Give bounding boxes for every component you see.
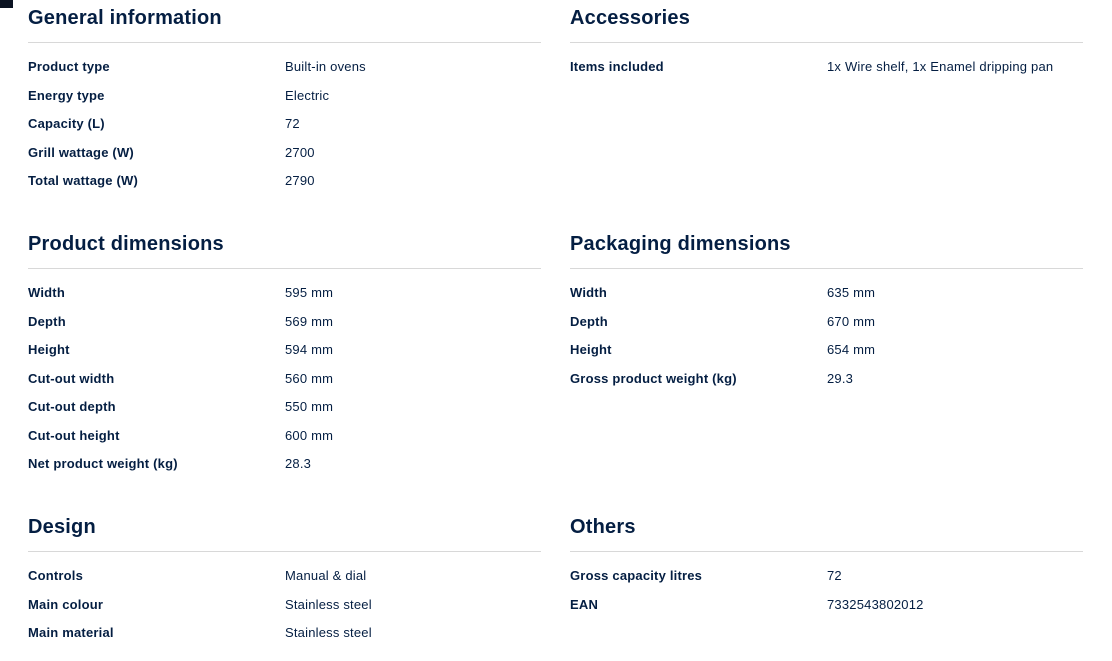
spec-value: Stainless steel <box>285 625 372 640</box>
spec-label: Cut-out width <box>28 370 115 386</box>
section-divider <box>570 551 1083 552</box>
spec-row <box>28 597 541 612</box>
spec-value: 29.3 <box>827 370 854 386</box>
spec-row <box>570 285 1083 300</box>
spec-section-accessories <box>570 6 1083 74</box>
section-title: Accessories <box>570 7 691 29</box>
section-divider <box>570 42 1083 43</box>
spec-label: Cut-out depth <box>28 399 116 414</box>
section-divider <box>28 551 541 552</box>
spec-value: Manual & dial <box>285 568 367 583</box>
spec-label: Total wattage (W) <box>28 173 139 188</box>
spec-label: Capacity (L) <box>28 116 105 131</box>
section-divider <box>28 42 541 43</box>
spec-row <box>570 371 1083 386</box>
spec-row <box>570 568 1083 583</box>
spec-label: Gross capacity litres <box>570 568 703 583</box>
section-divider <box>28 268 541 269</box>
spec-rows <box>28 285 541 471</box>
spec-label: Depth <box>28 313 66 329</box>
spec-value: Built-in ovens <box>285 59 366 74</box>
spec-label: Net product weight (kg) <box>28 456 178 471</box>
spec-label: Items included <box>570 59 664 74</box>
spec-label: Product type <box>28 59 110 74</box>
spec-rows <box>28 568 541 640</box>
spec-label: Gross product weight (kg) <box>570 370 737 386</box>
spec-value: 28.3 <box>285 456 312 471</box>
spec-section-packaging-dimensions <box>570 232 1083 386</box>
section-title: Product dimensions <box>28 233 224 255</box>
spec-row <box>28 399 541 414</box>
spec-row <box>28 568 541 583</box>
spec-label: Width <box>570 285 607 300</box>
spec-value: 72 <box>827 568 842 583</box>
spec-label: Height <box>28 342 70 357</box>
spec-value: 560 mm <box>285 370 334 386</box>
spec-row <box>28 59 541 74</box>
section-title: Packaging dimensions <box>570 233 791 255</box>
spec-section-design <box>28 515 541 640</box>
spec-label: Energy type <box>28 87 105 103</box>
spec-row <box>28 625 541 640</box>
spec-value: 569 mm <box>285 313 334 329</box>
spec-row <box>28 173 541 188</box>
spec-value: Electric <box>285 87 330 103</box>
spec-row <box>570 59 1083 74</box>
spec-value: 600 mm <box>285 427 334 443</box>
spec-grid <box>28 6 1083 640</box>
spec-row <box>28 145 541 160</box>
spec-label: Main colour <box>28 596 104 612</box>
spec-row <box>28 371 541 386</box>
spec-value: 2790 <box>285 173 315 188</box>
spec-value: 670 mm <box>827 313 876 329</box>
spec-value: 654 mm <box>827 342 876 357</box>
spec-value: 7332543802012 <box>827 596 924 612</box>
spec-label: Depth <box>570 313 608 329</box>
spec-row <box>570 342 1083 357</box>
spec-label: Cut-out height <box>28 427 120 443</box>
spec-row <box>570 314 1083 329</box>
section-title: General information <box>28 7 222 29</box>
spec-rows <box>28 59 541 188</box>
spec-value: 595 mm <box>285 285 334 300</box>
spec-value: Stainless steel <box>285 596 372 612</box>
spec-section-general-information <box>28 6 541 188</box>
spec-value: 72 <box>285 116 300 131</box>
spec-row <box>570 597 1083 612</box>
spec-section-product-dimensions <box>28 232 541 471</box>
spec-value: 2700 <box>285 144 315 160</box>
spec-row <box>28 428 541 443</box>
spec-label: Height <box>570 342 612 357</box>
corner-artifact <box>0 0 13 8</box>
spec-value: 635 mm <box>827 285 876 300</box>
spec-value: 1x Wire shelf, 1x Enamel dripping pan <box>827 59 1054 74</box>
spec-row <box>28 285 541 300</box>
spec-rows <box>570 568 1083 612</box>
spec-label: Controls <box>28 568 84 583</box>
spec-section-others <box>570 515 1083 612</box>
spec-row <box>28 314 541 329</box>
spec-value: 594 mm <box>285 342 334 357</box>
spec-value: 550 mm <box>285 399 334 414</box>
spec-label: EAN <box>570 596 599 612</box>
spec-row <box>28 88 541 103</box>
spec-label: Grill wattage (W) <box>28 144 134 160</box>
spec-rows <box>570 59 1083 74</box>
spec-label: Main material <box>28 625 114 640</box>
spec-label: Width <box>28 285 65 300</box>
spec-row <box>28 456 541 471</box>
spec-row <box>28 116 541 131</box>
section-title: Design <box>28 516 96 538</box>
section-title: Others <box>570 516 636 538</box>
spec-row <box>28 342 541 357</box>
section-divider <box>570 268 1083 269</box>
spec-rows <box>570 285 1083 386</box>
